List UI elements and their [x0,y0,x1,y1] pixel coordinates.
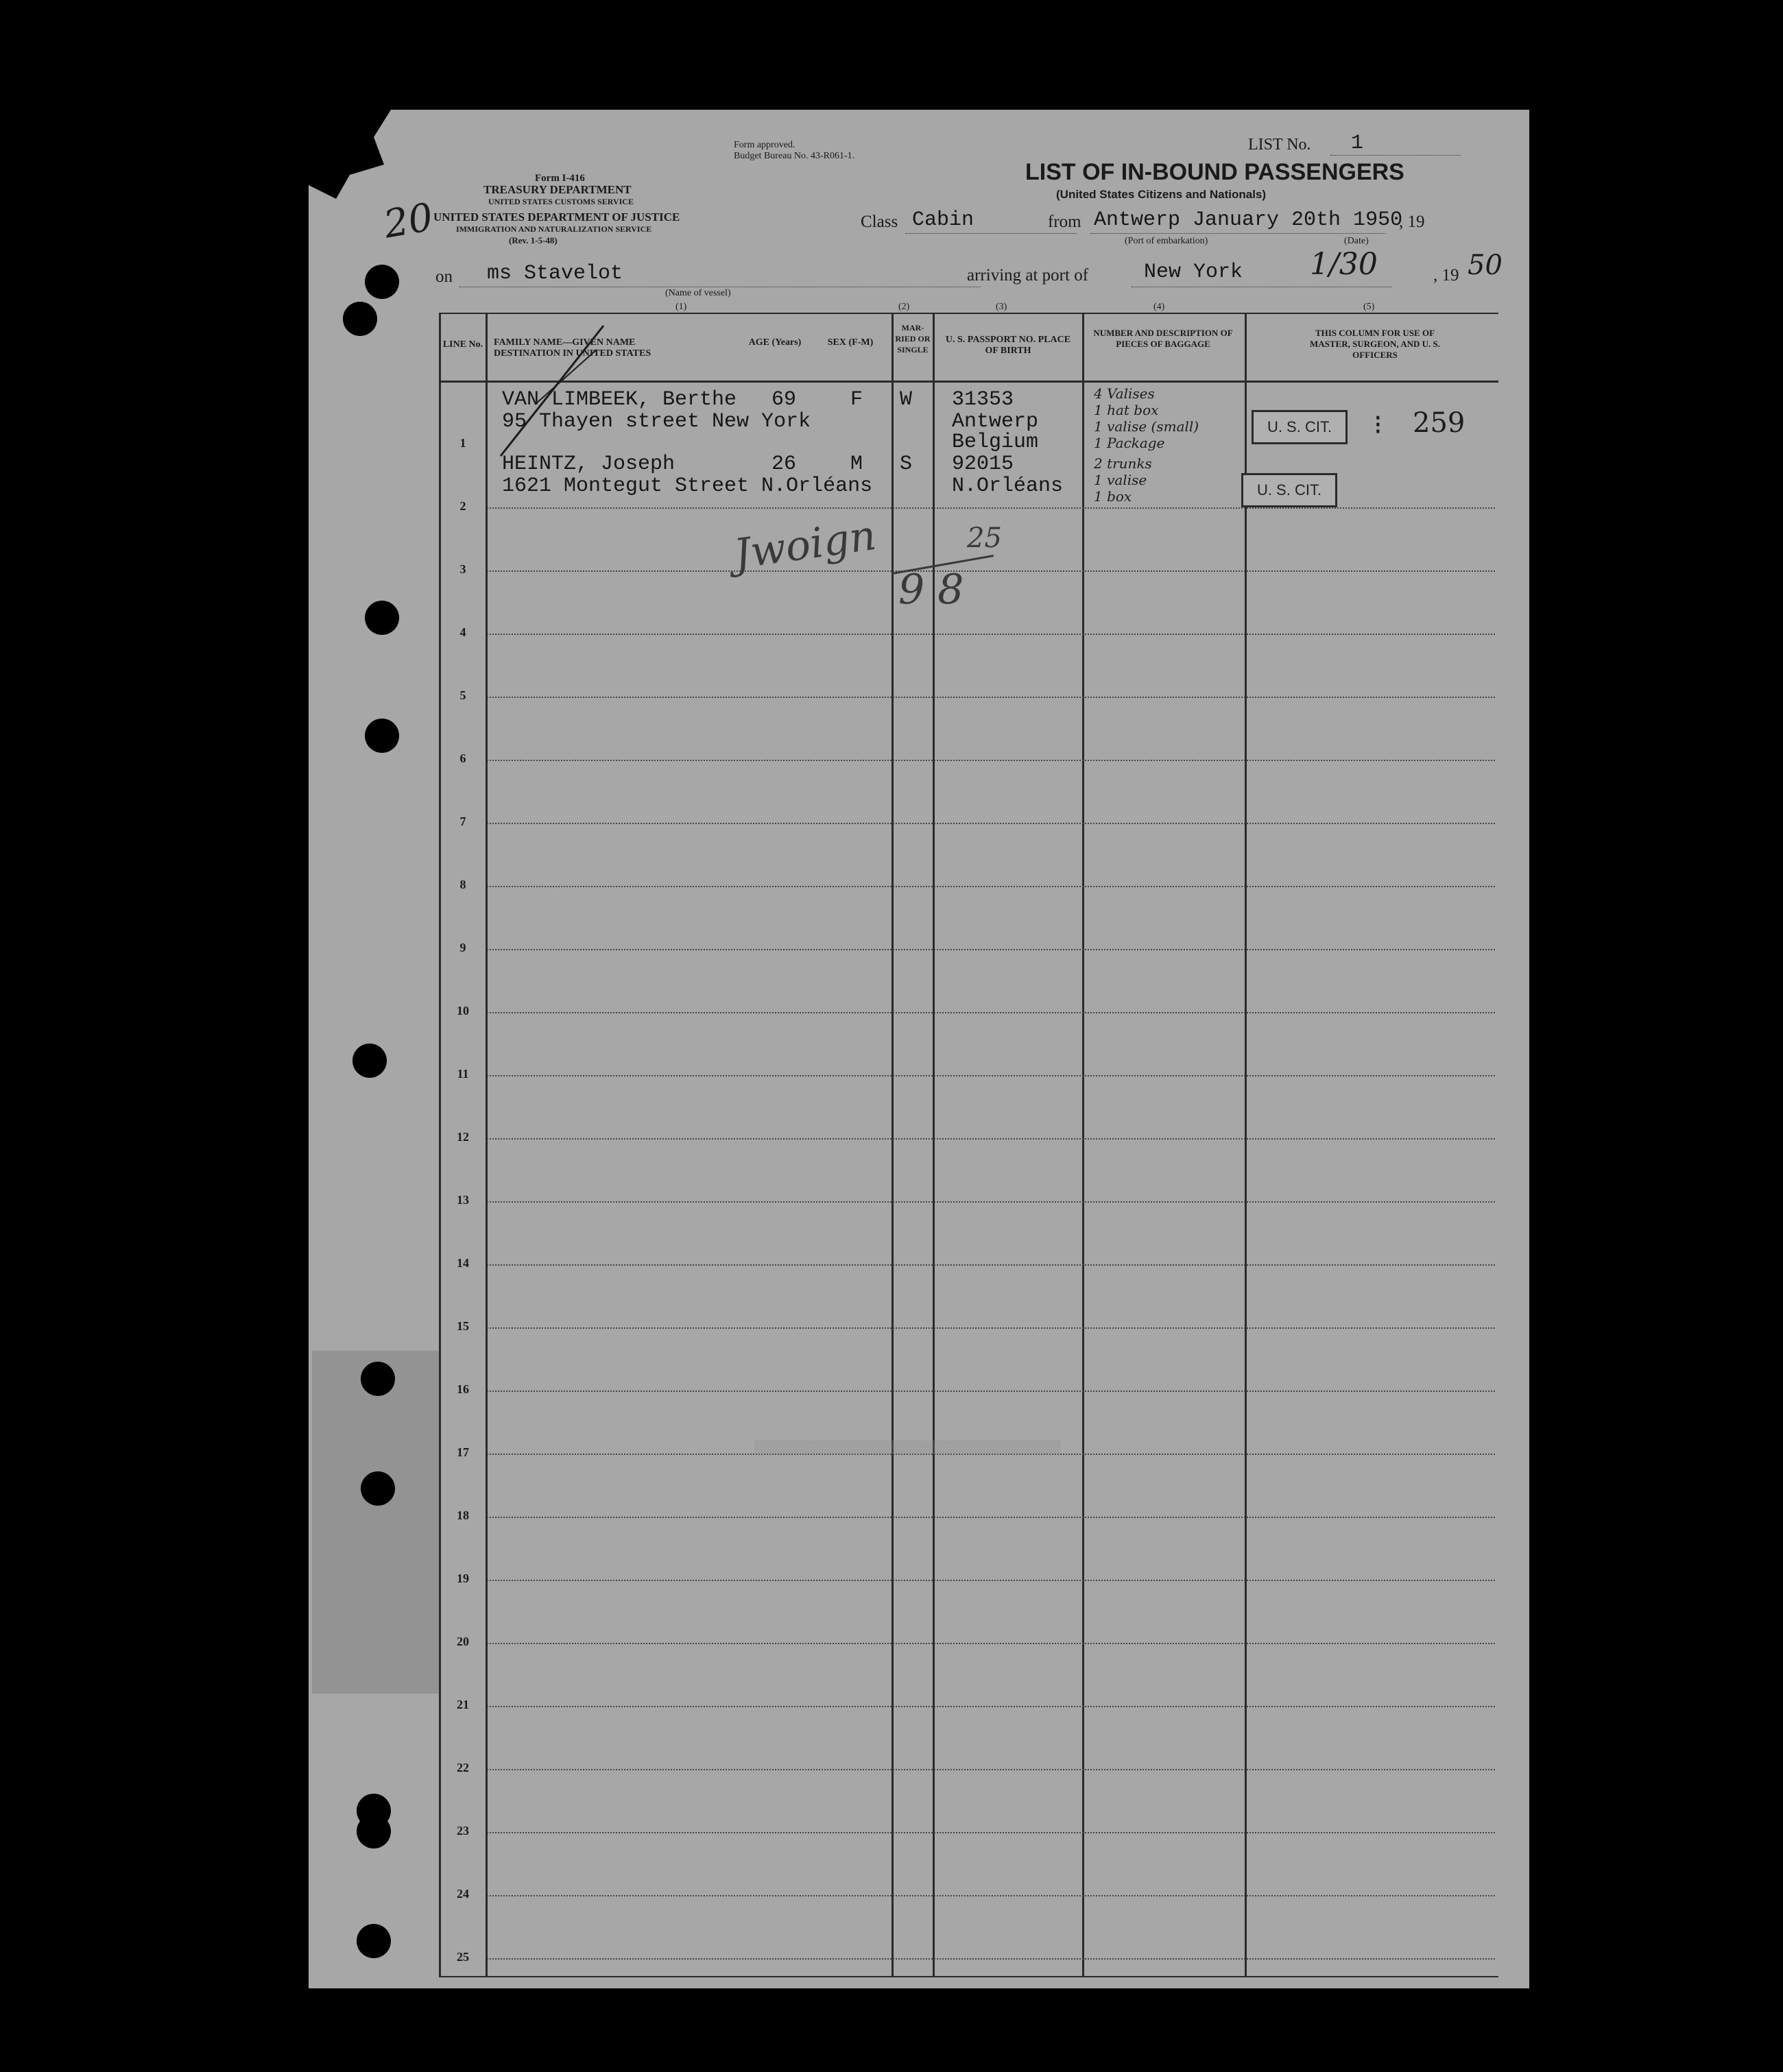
table-bottom-border [439,1976,1498,1977]
line-number: 16 [457,1382,469,1396]
baggage-item: 1 valise [1094,472,1147,488]
line-number: 13 [457,1193,469,1207]
row-line [487,1706,1495,1707]
line-number: 7 [459,815,466,828]
row-line [487,1201,1495,1203]
row-line [487,1769,1495,1770]
colnum-5: (5) [1363,302,1375,312]
from-value: Antwerp January 20th 1950 [1094,208,1403,232]
row-line [487,507,1495,509]
passenger-passport: 92015 [952,453,1014,476]
arrival-year-prefix: , 19 [1433,266,1459,285]
passenger-birthplace: Antwerp [952,410,1039,433]
list-no-value: 1 [1351,132,1364,155]
line-number: 5 [459,688,466,702]
passenger-name: HEINTZ, Joseph [502,453,675,476]
form-number: Form I-416 [535,173,585,184]
punch-hole [357,1924,391,1958]
punch-hole [365,719,399,753]
row-line [487,1327,1495,1329]
row-line [487,1832,1495,1833]
row-line [487,570,1495,572]
punch-hole [361,1362,395,1396]
row-line [487,1517,1495,1518]
row-line [487,1643,1495,1644]
line-number: 20 [457,1635,469,1648]
officer-tick: ⁝ [1374,409,1383,440]
punch-hole [361,1471,395,1506]
fraction-top: 25 [967,522,1002,554]
list-no-line [1330,155,1461,156]
row-line [487,1390,1495,1392]
baggage-item: 1 valise (small) [1094,418,1199,435]
passenger-passport: 31353 [952,388,1014,411]
header-married: MAR-RIED OR SINGLE [895,323,931,354]
us-citizen-stamp: U. S. CIT. [1252,410,1348,444]
row-line [487,1075,1495,1076]
line-number: 11 [457,1067,469,1081]
from-year-suffix: , 19 [1399,213,1425,231]
on-label: on [435,267,453,286]
line-number: 15 [457,1319,469,1333]
treasury-dept: TREASURY DEPARTMENT [483,183,632,196]
port-embark-note: (Port of embarkation) [1125,236,1208,246]
vessel-name: ms Stavelot [487,262,623,285]
page-subtitle: (United States Citizens and Nationals) [1056,188,1267,201]
passenger-sex: M [850,453,863,476]
line-number: 1 [459,436,466,450]
row-line [487,634,1495,635]
class-line [905,233,1077,234]
table-top-border [439,313,1498,314]
row-line [487,1580,1495,1581]
col-divider-left [439,313,441,1977]
baggage-item: 1 Package [1094,435,1165,451]
line-number: 21 [457,1698,469,1711]
fraction-bottom: 9 8 [898,566,964,614]
line-number: 17 [457,1445,469,1459]
line-number: 19 [457,1571,469,1585]
margin-shadow [312,1351,439,1694]
arrival-year-handwritten: 50 [1468,250,1503,281]
from-line [1090,233,1385,234]
line-number: 6 [459,751,466,765]
arrival-port: New York [1144,261,1243,284]
class-value: Cabin [912,208,974,232]
revision-date: (Rev. 1-5-48) [509,235,558,245]
from-label: from [1048,213,1081,231]
passenger-destination: 95 Thayen street New York [502,410,811,433]
passenger-sex: F [850,388,863,411]
col-divider-name [892,313,894,1977]
col-divider-passport [1082,313,1084,1977]
passenger-birthplace-country: Belgium [952,431,1039,454]
page-title: LIST OF IN-BOUND PASSENGERS [1025,159,1404,185]
header-line-no: LINE No. [442,339,483,350]
arriving-label: arriving at port of [967,266,1089,285]
row-line [487,697,1495,698]
header-officers: THIS COLUMN FOR USE OF MASTER, SURGEON, AND U. S. OFFICERS [1310,328,1440,360]
class-label: Class [861,213,898,231]
cancellation-stroke [494,315,631,466]
line-number: 3 [459,562,466,576]
passenger-name: VAN LIMBEEK, Berthe [502,388,737,411]
colnum-2: (2) [898,302,910,312]
line-number: 18 [457,1508,469,1522]
header-name: FAMILY NAME—GIVEN NAME DESTINATION IN UNITED STATES [494,337,651,359]
header-passport: U. S. PASSPORT NO. PLACE OF BIRTH [945,335,1071,356]
row-line [487,760,1495,761]
punch-hole [365,265,399,299]
line-number: 9 [459,941,466,954]
list-no-label: LIST No. [1248,136,1311,154]
passenger-marital: S [900,453,913,476]
col-divider-marital [933,313,935,1977]
justice-dept: UNITED STATES DEPARTMENT OF JUSTICE [433,210,680,224]
line-number: 14 [457,1256,469,1270]
baggage-item: 4 Valises [1094,385,1155,402]
row-line [487,1012,1495,1013]
inspector-signature: Jwoign [731,511,879,579]
line-number: 10 [457,1004,469,1017]
line-number: 8 [459,878,466,891]
passenger-age: 69 [771,388,797,411]
row-line [487,886,1495,887]
officer-note: 259 [1413,407,1465,439]
line-number: 2 [459,499,466,513]
passenger-age: 26 [771,453,797,476]
punch-hole [357,1814,391,1848]
us-citizen-stamp: U. S. CIT. [1241,473,1337,507]
ins-service: IMMIGRATION AND NATURALIZATION SERVICE [456,224,652,234]
baggage-item: 2 trunks [1094,455,1152,472]
passenger-marital: W [900,388,913,411]
punch-hole [352,1044,387,1078]
line-number: 24 [457,1887,469,1901]
baggage-item: 1 box [1094,488,1132,505]
torn-corner [309,110,418,199]
row-line [487,1895,1495,1896]
margin-handwritten-number: 20 [380,195,437,248]
line-number: 4 [459,625,466,639]
arrival-date-handwritten: 1/30 [1310,247,1378,282]
row-line [487,1264,1495,1266]
date-note: (Date) [1344,236,1369,246]
bleed-through-text: ▒▒▒▒▒▒▒▒▒▒▒▒▒▒▒▒▒▒▒▒▒▒▒▒▒▒▒▒▒▒▒▒▒▒▒ [754,1440,1061,1454]
col-divider-lineno [486,313,488,1977]
row-line [487,949,1495,950]
row-line [487,823,1495,824]
baggage-item: 1 hat box [1094,402,1159,418]
colnum-3: (3) [996,302,1007,312]
header-baggage: NUMBER AND DESCRIPTION OF PIECES OF BAGGAGE [1093,328,1233,349]
row-line [487,1138,1495,1140]
colnum-4: (4) [1153,302,1165,312]
vessel-note: (Name of vessel) [665,288,731,298]
passenger-destination: 1621 Montegut Street N.Orléans [502,474,873,498]
header-sex: SEX (F-M) [827,337,874,348]
row-line [487,1958,1495,1960]
budget-bureau: Budget Bureau No. 43-R061-1. [734,151,855,161]
passenger-birthplace: N.Orléans [952,474,1064,498]
header-age: AGE (Years) [748,337,802,348]
line-number: 12 [457,1130,469,1144]
punch-hole [365,601,399,635]
colnum-1: (1) [675,302,687,312]
customs-service: UNITED STATES CUSTOMS SERVICE [488,197,634,206]
line-number: 22 [457,1761,469,1774]
line-number: 23 [457,1824,469,1838]
col-divider-baggage [1245,313,1247,1977]
punch-hole [343,302,377,336]
form-approved: Form approved. [734,140,795,150]
line-number: 25 [457,1950,469,1964]
